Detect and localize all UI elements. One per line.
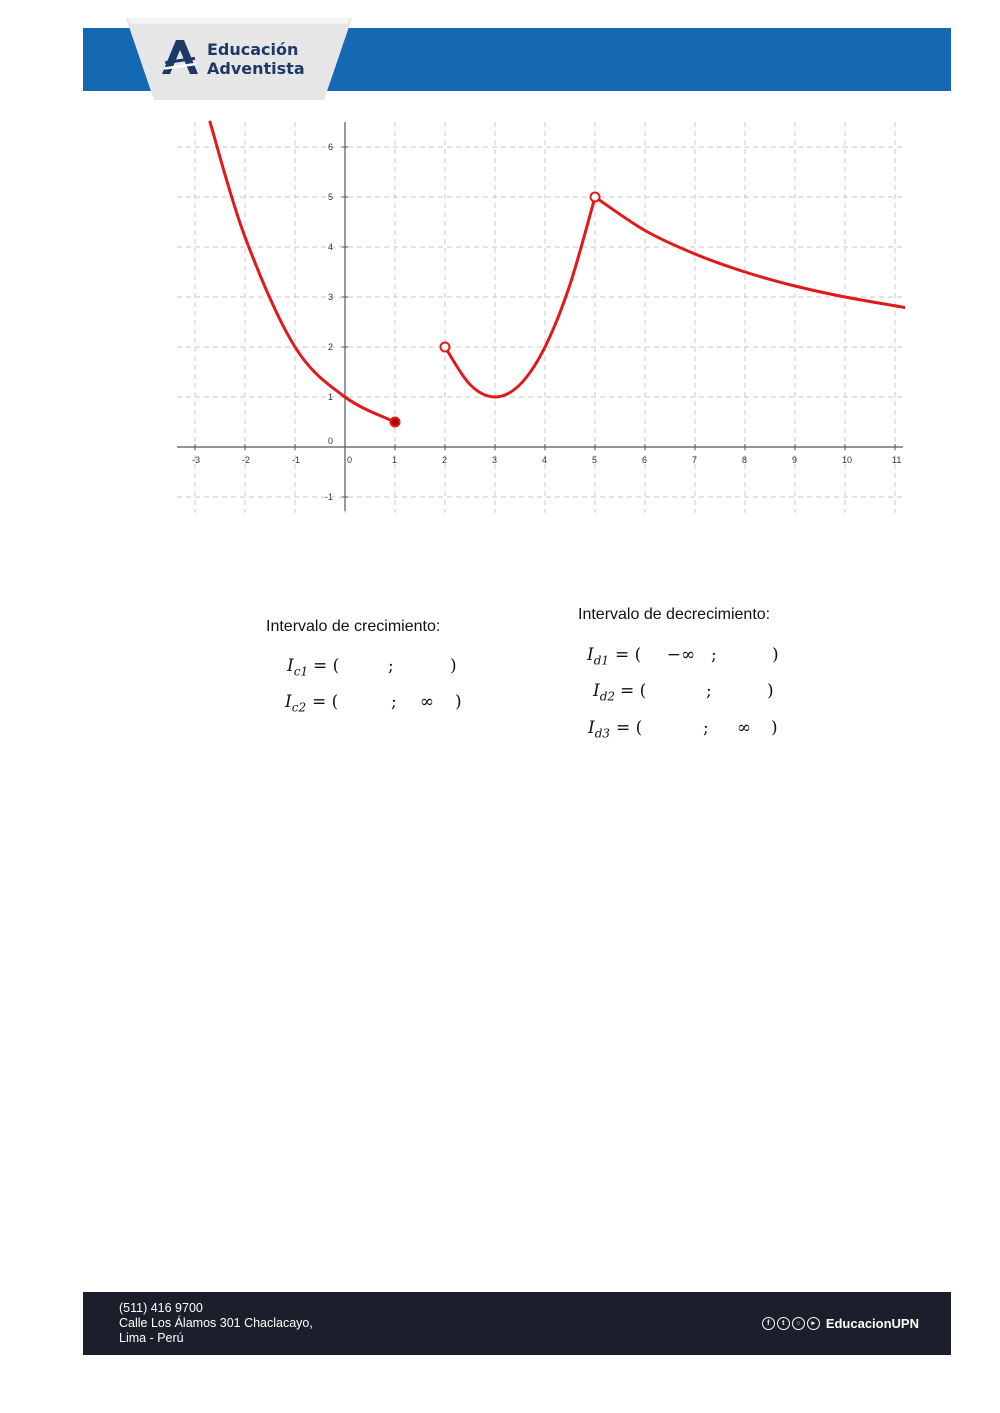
y-tick-label: -1 [324,492,333,502]
x-tick-label: -1 [292,455,301,465]
x-tick-label: 7 [692,455,698,465]
x-tick-label: 10 [842,455,853,465]
phone-number: (511) 416 9700 [119,1301,203,1315]
social-links [762,1316,919,1331]
x-tick-label: 3 [492,455,498,465]
instagram-icon[interactable]: ○ [792,1317,805,1330]
x-tick-label: -2 [242,455,251,465]
logo-wordmark [207,40,305,78]
interval-open: = ( [312,692,339,712]
social-handle[interactable]: EducacionUPN [825,1316,919,1331]
function-curve-1 [210,122,395,422]
x-tick-label: 9 [792,455,798,465]
y-tick-label: 4 [327,242,333,252]
interval-separator: ; [388,656,394,676]
x-tick-label: 8 [742,455,748,465]
x-tick-label: -3 [192,455,201,465]
interval-label: $I_{d1}$ [587,645,610,668]
interval-close: ) [450,656,457,676]
youtube-icon[interactable]: ▸ [807,1317,820,1330]
interval-right-value[interactable]: ∞ [419,692,435,712]
y-tick-label: 1 [327,392,333,402]
interval-open: = ( [615,645,642,665]
contact-info [119,1301,313,1346]
interval-open: = ( [616,718,643,738]
facebook-icon[interactable]: f [762,1317,775,1330]
address-line-1: Calle Los Álamos 301 Chaclacayo, [119,1316,313,1330]
x-tick-label: 2 [442,455,448,465]
footer [83,1292,951,1355]
interval-open: = ( [313,656,340,676]
function-graph [175,120,905,515]
interval-label: $I_{d3}$ [588,718,611,741]
interval-close: ) [767,681,774,701]
interval-separator: ; [703,718,709,738]
interval-separator: ; [391,692,397,712]
interval-separator: ; [711,645,717,665]
y-tick-label: 2 [327,342,333,352]
closed-point [391,418,400,427]
y-tick-label: 5 [327,192,333,202]
interval-close: ) [771,718,778,738]
interval-separator: ; [706,681,712,701]
x-tick-label: 1 [392,455,398,465]
interval-label: $I_{c2}$ [285,692,307,715]
x-tick-label: 4 [542,455,548,465]
y-tick-label: 0 [327,436,333,446]
interval-close: ) [455,692,462,712]
interval-label: $I_{c1}$ [287,656,309,679]
open-point [591,193,600,202]
interval-close: ) [772,645,779,665]
x-tick-label: 0 [347,455,353,465]
logo-line-2: Adventista [207,59,305,78]
open-point [441,343,450,352]
interval-label: $I_{d2}$ [593,681,616,704]
logo-line-1: Educación [207,40,299,59]
y-tick-label: 6 [327,142,333,152]
interval-open: = ( [620,681,647,701]
function-curve-3 [595,197,905,308]
twitter-icon[interactable]: t [777,1317,790,1330]
increasing-heading: Intervalo de crecimiento: [266,618,441,635]
x-tick-label: 5 [592,455,598,465]
x-tick-label: 11 [892,455,902,465]
x-tick-label: 6 [642,455,648,465]
decreasing-heading: Intervalo de decrecimiento: [578,606,771,623]
address-line-2: Lima - Perú [119,1331,184,1345]
interval-left-value[interactable]: −∞ [666,645,696,665]
educacion-adventista-logo-icon [162,40,198,74]
interval-right-value[interactable]: ∞ [736,718,752,738]
y-tick-label: 3 [327,292,333,302]
